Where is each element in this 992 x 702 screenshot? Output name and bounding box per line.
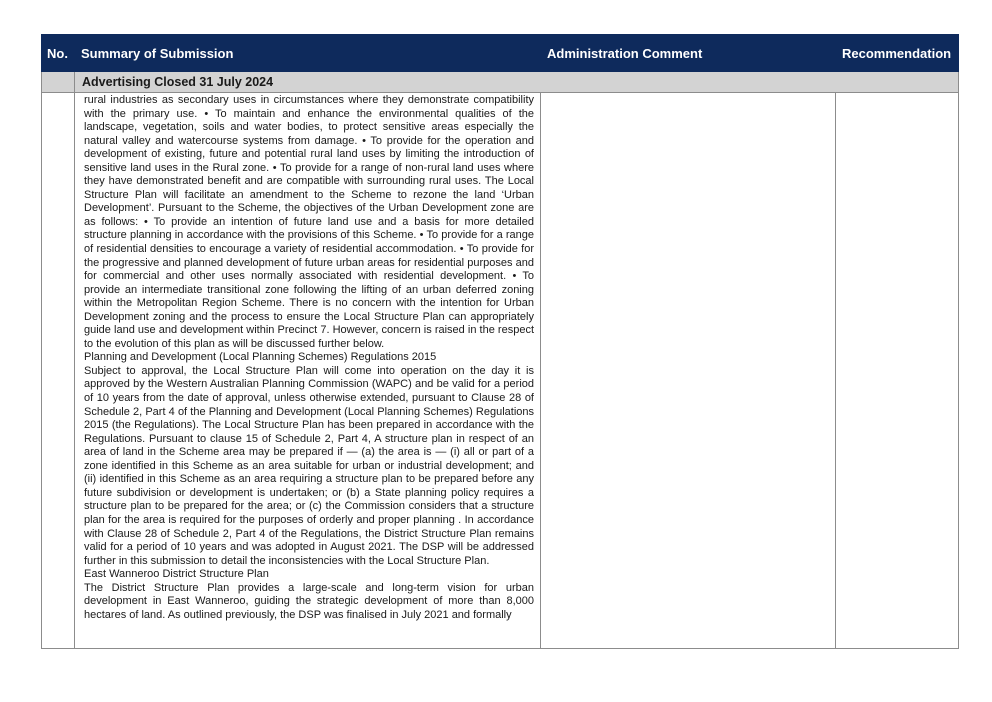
- header-row: [42, 35, 959, 72]
- header-admin-comment: Administration Comment: [541, 35, 836, 72]
- summary-subheading: Planning and Development (Local Planning Schemes) Regulations 2015: [84, 351, 437, 364]
- header-summary: Summary of Submission: [75, 35, 541, 72]
- summary-text: [75, 93, 540, 648]
- admin-comment-cell: [541, 93, 836, 649]
- section-row: [42, 72, 959, 93]
- recommendation-cell: [836, 93, 959, 649]
- table-row: [42, 93, 959, 649]
- summary-cell: [75, 93, 541, 649]
- submissions-table: [41, 34, 959, 649]
- section-no-cell: [42, 72, 75, 93]
- summary-subheading: East Wanneroo District Structure Plan: [84, 568, 269, 581]
- row-number-cell: [42, 93, 75, 649]
- submissions-table-wrapper: [41, 34, 958, 649]
- summary-paragraph: The District Structure Plan provides a large-scale and long-term vision for urban development in East Wanneroo, guiding the strategic development of more than 8,000 hectares of land. As outlined previously, the DSP was finalised in July 2021 and formally: [84, 581, 534, 621]
- summary-paragraph: Subject to approval, the Local Structure Plan will come into operation on the day it is approved by the Western Australian Planning Commission (WAPC) and be valid for a period of 10 years from the date of approval, unless otherwise extended, pursuant to Clause 28 of Schedule 2, Part 4 of the Planning and Development (Local Planning Schemes) Regulations 2015 (the Regulations). The Local Structure Plan has been prepared in accordance with the Regulations. Pursuant to clause 15 of Schedule 2, Part 4, A structure plan in respect of an area of land in the Scheme area may be prepared if — (a) the area is — (i) all or part of a zone identified in this Scheme as an area suitable for urban or industrial development; and (ii) identified in this Scheme as an area requiring a structure plan to be prepared before any future subdivision or development is undertaken; or (b) a State planning policy requires a structure plan to be prepared for the area; or (c) the Commission considers that a structure plan for the area is required for the purposes of orderly and proper planning . In accordance with Clause 28 of Schedule 2, Part 4 of the Regulations, the District Structure Plan remains valid for a period of 10 years and was adopted in August 2021. The DSP will be addressed further in this submission to detail the inconsistencies with the Local Structure Plan.: [84, 364, 534, 567]
- section-title: Advertising Closed 31 July 2024: [75, 72, 959, 93]
- header-no: No.: [42, 35, 75, 72]
- header-recommendation: Recommendation: [836, 35, 959, 72]
- summary-paragraph: rural industries as secondary uses in circumstances where they demonstrate compatibility with the primary use. • To maintain and enhance the environmental qualities of the landscape, vegetation, soils and water bodies, to protect sensitive areas especially the natural valley and watercourse systems from damage. • To provide for the operation and development of existing, future and potential rural land uses by limiting the introduction of sensitive land uses in the Rural zone. • To provide for a range of non-rural land uses where they have demonstrated benefit and are compatible with surrounding rural uses. The Local Structure Plan will facilitate an amendment to the Scheme to rezone the land ‘Urban Development’. Pursuant to the Scheme, the objectives of the Urban Development zone are as follows: • To provide an intention of future land use and a basis for more detailed structure planning in accordance with the provisions of this Scheme. • To provide for a range of residential densities to encourage a variety of residential accommodation. • To provide for the progressive and planned development of future urban areas for residential purposes and for commercial and other uses normally associated with residential development. • To provide an intermediate transitional zone following the lifting of an urban deferred zoning within the Metropolitan Region Scheme. There is no concern with the intention for Urban Development zoning and the process to ensure the Local Structure Plan can appropriately guide land use and development within Precinct 7. However, concern is raised in the respect to the evolution of this plan as will be discussed further below.: [84, 94, 534, 350]
